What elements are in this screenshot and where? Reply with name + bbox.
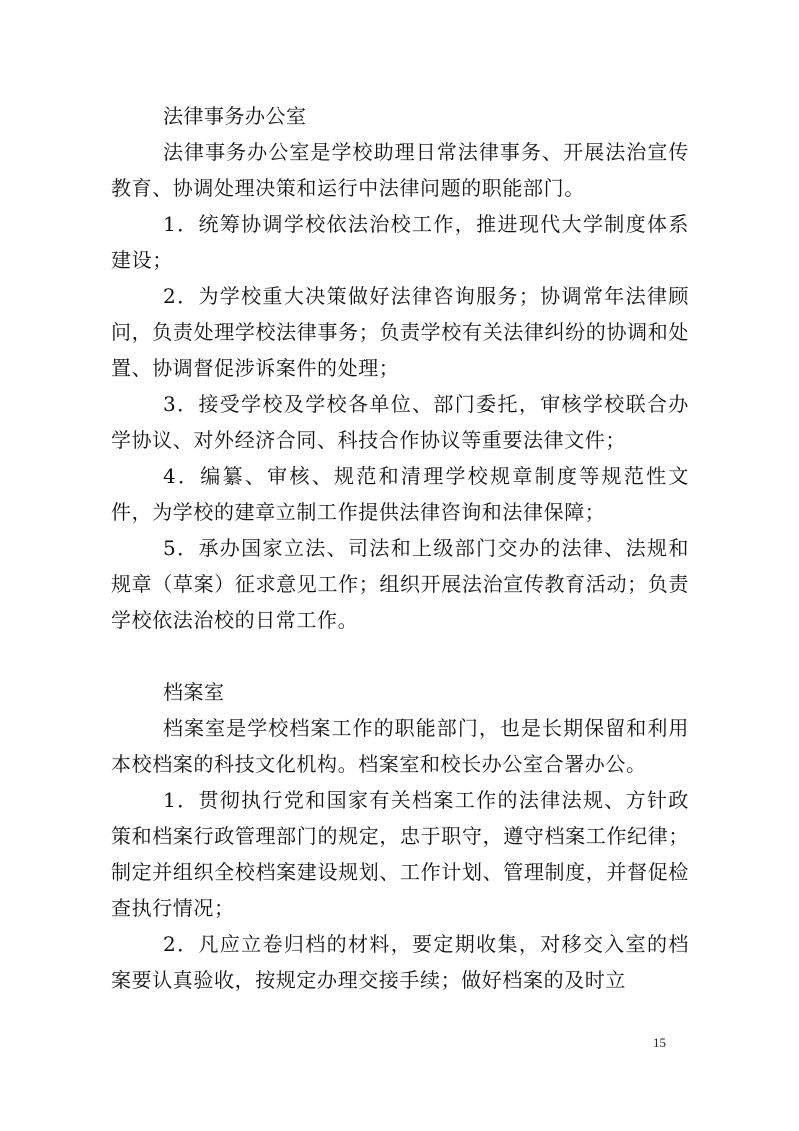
section-archives-office	[111, 674, 689, 998]
paragraph: 2．为学校重大决策做好法律咨询服务；协调常年法律顾问，负责处理学校法律事务；负责学校有关法律纠纷的协调和处置、协调督促涉诉案件的处理；	[111, 284, 689, 380]
paragraph: 3．接受学校及学校各单位、部门委托，审核学校联合办学协议、对外经济合同、科技合作协议等重要法律文件；	[111, 392, 689, 452]
paragraph: 档案室是学校档案工作的职能部门，也是长期保留和利用本校档案的科技文化机构。档案室和校长办公室合署办公。	[111, 716, 689, 776]
paragraph: 4．编纂、审核、规范和清理学校规章制度等规范性文件，为学校的建章立制工作提供法律咨询和法律保障；	[111, 464, 689, 524]
section-spacer	[111, 638, 689, 674]
page-number: 15	[653, 1035, 666, 1050]
paragraph: 法律事务办公室是学校助理日常法律事务、开展法治宣传教育、协调处理决策和运行中法律问题的职能部门。	[111, 140, 689, 200]
paragraph: 1．贯彻执行党和国家有关档案工作的法律法规、方针政策和档案行政管理部门的规定，忠于职守，遵守档案工作纪律；制定并组织全校档案建设规划、工作计划、管理制度，并督促检查执行情况；	[111, 788, 689, 920]
paragraph: 5．承办国家立法、司法和上级部门交办的法律、法规和规章（草案）征求意见工作；组织开展法治宣传教育活动；负责学校依法治校的日常工作。	[111, 536, 689, 632]
page-content	[111, 98, 689, 998]
section-title: 法律事务办公室	[163, 104, 307, 128]
section-title: 档案室	[163, 680, 225, 704]
paragraph: 1．统筹协调学校依法治校工作，推进现代大学制度体系建设；	[111, 212, 689, 272]
section-legal-affairs-office	[111, 98, 689, 638]
paragraph: 2．凡应立卷归档的材料，要定期收集，对移交入室的档案要认真验收，按规定办理交接手续；做好档案的及时立	[111, 932, 689, 992]
